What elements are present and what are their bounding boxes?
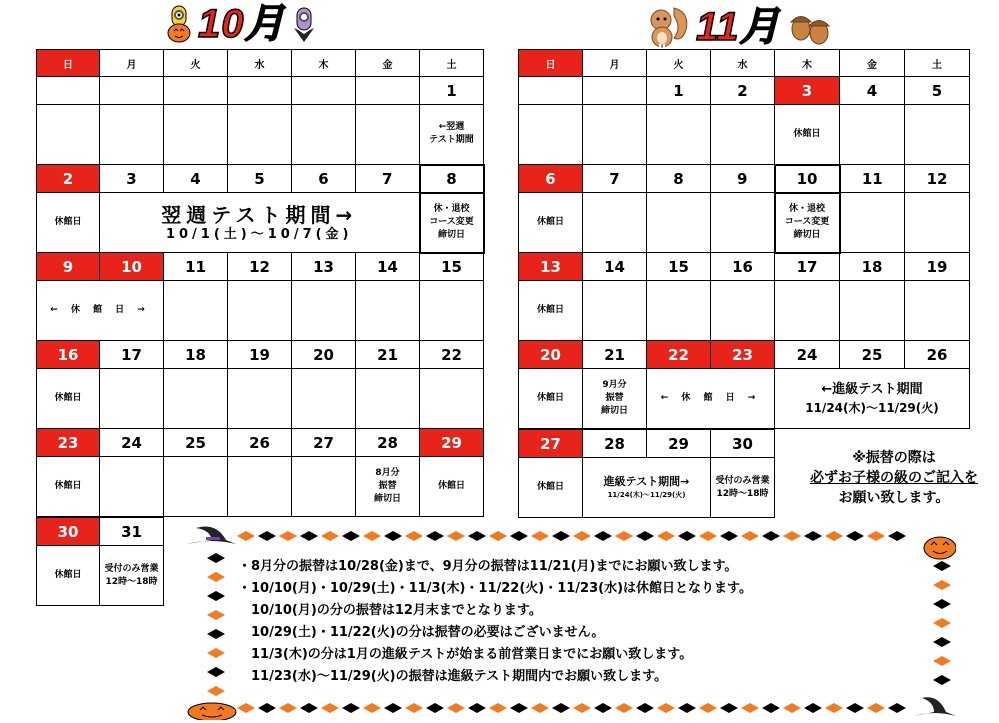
content-row <box>37 546 164 606</box>
day-content <box>711 281 775 341</box>
day-content <box>583 281 647 341</box>
date-cell: 13 <box>519 253 583 281</box>
content-row <box>37 193 484 253</box>
date-cell: 27 <box>519 430 583 458</box>
day-content <box>647 281 711 341</box>
october-calendar <box>36 49 485 517</box>
day-content: 休館日 <box>519 281 583 341</box>
notice-item: 11/23(水)～11/29(火)の振替は進級テスト期間内でお願い致します。 <box>251 669 668 684</box>
date-cell: 21 <box>356 341 420 369</box>
empty-cell <box>228 77 292 105</box>
day-content: 休館日 <box>37 546 100 606</box>
day-content: 8月分 振替 締切日 <box>356 457 420 517</box>
date-cell: 23 <box>37 429 100 457</box>
content-row <box>519 105 970 165</box>
date-cell: 12 <box>228 253 292 281</box>
day-content: 休館日 <box>775 105 840 165</box>
diamond <box>720 531 738 541</box>
date-cell: 11 <box>164 253 228 281</box>
date-cell: 9 <box>37 253 100 281</box>
date-cell: 25 <box>164 429 228 457</box>
empty-cell <box>100 77 164 105</box>
day-content: 休・退校 コース変更 締切日 <box>420 193 484 253</box>
diamond <box>678 531 696 541</box>
day-content <box>420 281 484 341</box>
diamond <box>678 703 696 713</box>
date-cell: 7 <box>583 165 647 193</box>
diamond <box>741 703 759 713</box>
date-cell: 17 <box>775 253 840 281</box>
advancement-test-period: ←進級テスト期間 11/24(木)～11/29(火) <box>775 369 970 429</box>
diamond <box>783 703 801 713</box>
advancement-test-period: 進級テスト期間→ 11/24(木)～11/29(火) <box>583 458 711 518</box>
date-cell: 28 <box>356 429 420 457</box>
diamond <box>207 648 225 658</box>
diamond <box>447 703 465 713</box>
diamond <box>657 703 675 713</box>
date-row <box>37 253 484 281</box>
squirrel-icon <box>644 4 690 50</box>
date-cell: 20 <box>519 341 583 369</box>
diamond <box>405 703 423 713</box>
diamond <box>342 703 360 713</box>
day-content <box>100 369 164 429</box>
date-cell: 8 <box>420 165 484 193</box>
day-content: 休館日 <box>519 458 583 518</box>
diamond <box>699 703 717 713</box>
diamond <box>573 531 591 541</box>
diamond <box>207 572 225 582</box>
diamond <box>426 531 444 541</box>
diamond <box>552 703 570 713</box>
date-cell: 24 <box>775 341 840 369</box>
empty-cell <box>292 77 356 105</box>
diamond <box>363 703 381 713</box>
weekday-tue: 火 <box>164 50 228 77</box>
date-cell: 21 <box>583 341 647 369</box>
diamond <box>258 703 276 713</box>
makeup-note-line2: 必ずお子様の級のご記入を <box>810 470 978 486</box>
diamond <box>279 703 297 713</box>
diamond <box>762 703 780 713</box>
date-cell: 9 <box>711 165 775 193</box>
diamond <box>468 531 486 541</box>
weekday-thu: 木 <box>292 50 356 77</box>
diamond <box>207 553 225 563</box>
date-row <box>37 341 484 369</box>
date-cell: 1 <box>420 77 484 105</box>
makeup-note-line1: ※振替の際は <box>852 450 936 466</box>
weekday-header-row <box>519 50 970 77</box>
date-cell: 4 <box>840 77 905 105</box>
minion-pumpkin-icon <box>166 4 192 44</box>
november-title <box>644 4 831 50</box>
diamond <box>573 703 591 713</box>
notice-item: 10/10(月)の分の振替は12月末までとなります。 <box>251 603 542 618</box>
november-title-text: 11月 <box>696 5 781 49</box>
diamond <box>594 703 612 713</box>
diamond <box>321 703 339 713</box>
diamond <box>804 531 822 541</box>
date-cell: 30 <box>711 430 775 458</box>
day-content <box>420 369 484 429</box>
weekday-header-row <box>37 50 484 77</box>
diamond <box>207 686 225 696</box>
date-cell: 16 <box>37 341 100 369</box>
date-cell: 6 <box>519 165 583 193</box>
diamond <box>426 703 444 713</box>
closed-period: ← 休 館 日 → <box>37 281 164 341</box>
day-content <box>775 281 840 341</box>
empty-cell <box>356 77 420 105</box>
weekday-mon: 月 <box>100 50 164 77</box>
day-content <box>356 105 420 165</box>
diamond <box>552 531 570 541</box>
empty-cell <box>519 77 583 105</box>
diamond <box>405 531 423 541</box>
diamond <box>510 531 528 541</box>
date-cell: 8 <box>647 165 711 193</box>
weekday-wed: 水 <box>228 50 292 77</box>
diamond <box>489 703 507 713</box>
october-title <box>166 4 316 44</box>
diamond <box>846 703 864 713</box>
day-content <box>840 193 905 253</box>
date-cell: 10 <box>775 165 840 193</box>
notice-item: ・8月分の振替は10/28(金)まで、9月分の振替は11/21(月)までにお願い致します。 <box>238 559 738 574</box>
closed-period: ← 休 館 日 → <box>647 369 775 429</box>
day-content: 休館日 <box>37 457 100 517</box>
date-row <box>37 518 164 546</box>
weekday-sat: 土 <box>420 50 484 77</box>
date-cell: 15 <box>647 253 711 281</box>
day-content <box>164 457 228 517</box>
test-period-banner: 翌週テスト期間→ 10/1(土)～10/7(金) <box>100 193 420 253</box>
makeup-note <box>790 448 998 508</box>
november-calendar <box>518 49 970 429</box>
diamond <box>258 531 276 541</box>
date-cell: 5 <box>905 77 970 105</box>
day-content <box>292 457 356 517</box>
diamond <box>207 610 225 620</box>
october-title-text: 10月 <box>198 2 286 46</box>
day-content <box>164 369 228 429</box>
date-cell: 14 <box>356 253 420 281</box>
day-content <box>228 457 292 517</box>
weekday-mon: 月 <box>583 50 647 77</box>
date-cell: 10 <box>100 253 164 281</box>
date-cell: 18 <box>164 341 228 369</box>
diamond <box>594 531 612 541</box>
day-content: 休・退校 コース変更 締切日 <box>775 193 840 253</box>
diamond <box>489 531 507 541</box>
diamond <box>615 703 633 713</box>
diamond <box>888 531 906 541</box>
notice-item: 10/29(土)・11/22(火)の分は振替の必要はございません。 <box>251 625 605 640</box>
acorn-icon <box>787 7 831 47</box>
notice-item: 11/3(木)の分は1月の進級テストが始まる前営業日までにお願い致します。 <box>251 647 693 662</box>
diamond <box>447 531 465 541</box>
day-content <box>711 105 775 165</box>
date-cell: 12 <box>905 165 970 193</box>
content-row <box>519 281 970 341</box>
day-content <box>519 105 583 165</box>
date-cell: 19 <box>905 253 970 281</box>
date-row <box>37 429 484 457</box>
diamond <box>741 531 759 541</box>
date-cell: 15 <box>420 253 484 281</box>
date-cell: 24 <box>100 429 164 457</box>
day-content: 休館日 <box>519 369 583 429</box>
diamond <box>363 531 381 541</box>
diamond <box>825 703 843 713</box>
day-content <box>356 281 420 341</box>
day-content <box>356 369 420 429</box>
day-content <box>905 105 970 165</box>
content-row <box>519 458 775 518</box>
content-row <box>519 193 970 253</box>
day-content: 受付のみ営業 12時～18時 <box>711 458 775 518</box>
day-content <box>905 193 970 253</box>
weekday-sun: 日 <box>519 50 583 77</box>
date-cell: 1 <box>647 77 711 105</box>
day-content <box>840 281 905 341</box>
november-last-week <box>518 429 775 518</box>
pumpkin-icon <box>188 703 236 720</box>
date-cell: 18 <box>840 253 905 281</box>
date-cell: 14 <box>583 253 647 281</box>
diamond <box>342 531 360 541</box>
diamond <box>720 703 738 713</box>
content-row <box>37 281 484 341</box>
date-row <box>519 165 970 193</box>
day-content <box>228 105 292 165</box>
date-cell: 2 <box>711 77 775 105</box>
day-content: 休館日 <box>519 193 583 253</box>
diamond <box>384 531 402 541</box>
day-content <box>583 105 647 165</box>
date-cell: 20 <box>292 341 356 369</box>
day-content <box>164 281 228 341</box>
notice-list <box>238 556 938 688</box>
date-row <box>519 253 970 281</box>
date-cell: 3 <box>100 165 164 193</box>
diamond <box>531 531 549 541</box>
content-row <box>519 369 970 429</box>
notice-item: ・10/10(月)・10/29(土)・11/3(木)・11/22(火)・11/23(水)は休館日となります。 <box>238 581 752 596</box>
day-content <box>37 105 100 165</box>
day-content <box>228 369 292 429</box>
diamond <box>279 531 297 541</box>
date-cell: 29 <box>420 429 484 457</box>
date-cell: 22 <box>647 341 711 369</box>
date-cell: 5 <box>228 165 292 193</box>
diamond <box>825 531 843 541</box>
date-cell: 23 <box>711 341 775 369</box>
date-cell: 17 <box>100 341 164 369</box>
diamond <box>207 591 225 601</box>
weekday-tue: 火 <box>647 50 711 77</box>
day-content <box>100 457 164 517</box>
day-content <box>292 369 356 429</box>
date-cell: 22 <box>420 341 484 369</box>
diamond <box>867 531 885 541</box>
day-content <box>228 281 292 341</box>
diamond <box>636 703 654 713</box>
diamond <box>237 703 255 713</box>
diamond <box>321 531 339 541</box>
date-cell: 6 <box>292 165 356 193</box>
witch-hat-icon <box>186 527 236 545</box>
weekday-fri: 金 <box>840 50 905 77</box>
diamond <box>804 703 822 713</box>
diamond <box>384 703 402 713</box>
date-row <box>37 77 484 105</box>
date-cell: 2 <box>37 165 100 193</box>
diamond <box>531 703 549 713</box>
content-row <box>37 457 484 517</box>
october-last-week <box>36 517 164 606</box>
date-cell: 30 <box>37 518 100 546</box>
day-content <box>647 105 711 165</box>
diamond <box>846 531 864 541</box>
date-row <box>519 77 970 105</box>
date-cell: 3 <box>775 77 840 105</box>
day-content: 休館日 <box>420 457 484 517</box>
date-cell: 29 <box>647 430 711 458</box>
weekday-fri: 金 <box>356 50 420 77</box>
weekday-sun: 日 <box>37 50 100 77</box>
diamond <box>762 531 780 541</box>
empty-cell <box>164 77 228 105</box>
date-row <box>37 165 484 193</box>
minion-vampire-icon <box>292 4 316 44</box>
date-cell: 7 <box>356 165 420 193</box>
date-cell: 19 <box>228 341 292 369</box>
diamond <box>636 531 654 541</box>
diamond <box>783 531 801 541</box>
date-cell: 11 <box>840 165 905 193</box>
date-cell: 26 <box>228 429 292 457</box>
diamond <box>888 703 906 713</box>
diamond <box>207 667 225 677</box>
day-content <box>711 193 775 253</box>
diamond <box>468 703 486 713</box>
witch-hat-icon <box>914 697 956 716</box>
date-row <box>519 341 970 369</box>
day-content: 休館日 <box>37 193 100 253</box>
date-cell: 25 <box>840 341 905 369</box>
day-content <box>292 281 356 341</box>
diamond <box>207 629 225 639</box>
diamond <box>657 531 675 541</box>
date-row <box>519 430 775 458</box>
weekday-thu: 木 <box>775 50 840 77</box>
content-row <box>37 369 484 429</box>
date-cell: 28 <box>583 430 647 458</box>
weekday-wed: 水 <box>711 50 775 77</box>
day-content <box>583 193 647 253</box>
diamond <box>300 531 318 541</box>
day-content <box>647 193 711 253</box>
date-cell: 31 <box>100 518 164 546</box>
content-row <box>37 105 484 165</box>
date-cell: 26 <box>905 341 970 369</box>
diamond <box>237 531 255 541</box>
empty-cell <box>583 77 647 105</box>
weekday-sat: 土 <box>905 50 970 77</box>
day-content <box>100 105 164 165</box>
diamond <box>300 703 318 713</box>
date-cell: 27 <box>292 429 356 457</box>
day-content: 受付のみ営業 12時～18時 <box>100 546 164 606</box>
empty-cell <box>37 77 100 105</box>
diamond <box>867 703 885 713</box>
day-content: 9月分 振替 締切日 <box>583 369 647 429</box>
diamond <box>510 703 528 713</box>
day-content: ←翌週 テスト期間 <box>420 105 484 165</box>
makeup-note-line3: お願い致します。 <box>838 490 950 506</box>
date-cell: 16 <box>711 253 775 281</box>
date-cell: 4 <box>164 165 228 193</box>
day-content <box>292 105 356 165</box>
diamond <box>699 531 717 541</box>
date-cell: 13 <box>292 253 356 281</box>
day-content <box>905 281 970 341</box>
day-content <box>840 105 905 165</box>
diamond <box>615 531 633 541</box>
day-content: 休館日 <box>37 369 100 429</box>
day-content <box>164 105 228 165</box>
